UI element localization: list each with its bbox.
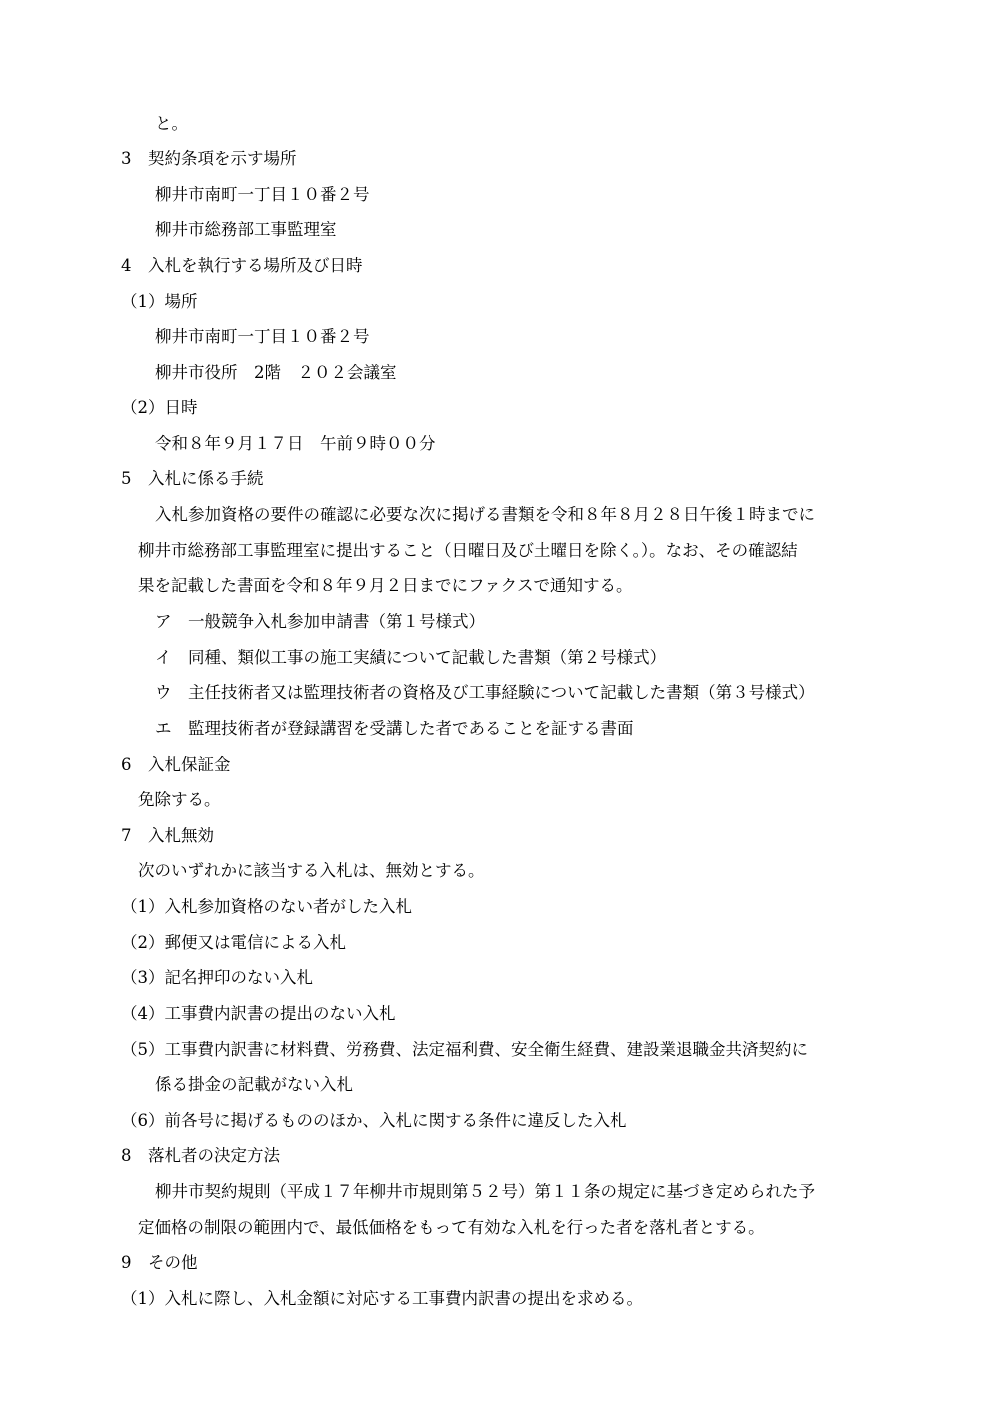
- list-item: （1）入札に際し、入札金額に対応する工事費内訳書の提出を求める。: [121, 1289, 643, 1308]
- text-line: 免除する。: [138, 790, 221, 809]
- list-item: （2）郵便又は電信による入札: [121, 933, 346, 952]
- text-line: と。: [155, 114, 188, 133]
- list-item: ア 一般競争入札参加申請書（第１号様式）: [155, 612, 485, 631]
- list-item-continuation: 係る掛金の記載がない入札: [155, 1075, 353, 1094]
- list-item: エ 監理技術者が登録講習を受講した者であることを証する書面: [155, 719, 634, 738]
- text-line: 令和８年９月１７日 午前９時００分: [155, 434, 436, 453]
- text-line: 柳井市南町一丁目１０番２号: [155, 327, 370, 346]
- list-item: イ 同種、類似工事の施工実績について記載した書類（第２号様式）: [155, 648, 667, 667]
- paragraph-line: 果を記載した書面を令和８年９月２日までにファクスで通知する。: [138, 576, 633, 595]
- section-heading-6: 6 入札保証金: [121, 755, 231, 774]
- subsection-heading: （1）場所: [121, 292, 198, 311]
- paragraph-line: 柳井市総務部工事監理室に提出すること（日曜日及び土曜日を除く。）。なお、その確認結: [138, 541, 798, 560]
- text-line: 次のいずれかに該当する入札は、無効とする。: [138, 861, 485, 880]
- paragraph-line: 定価格の制限の範囲内で、最低価格をもって有効な入札を行った者を落札者とする。: [138, 1218, 765, 1237]
- list-item: （1）入札参加資格のない者がした入札: [121, 897, 412, 916]
- list-item: ウ 主任技術者又は監理技術者の資格及び工事経験について記載した書類（第３号様式）: [155, 683, 815, 702]
- section-heading-4: 4 入札を執行する場所及び日時: [121, 256, 363, 275]
- section-heading-3: 3 契約条項を示す場所: [121, 149, 297, 168]
- section-heading-9: 9 その他: [121, 1253, 198, 1272]
- list-item: （6）前各号に掲げるもののほか、入札に関する条件に違反した入札: [121, 1111, 627, 1130]
- list-item: （4）工事費内訳書の提出のない入札: [121, 1004, 396, 1023]
- paragraph-line: 入札参加資格の要件の確認に必要な次に掲げる書類を令和８年８月２８日午後１時までに: [155, 505, 815, 524]
- paragraph-line: 柳井市契約規則（平成１７年柳井市規則第５２号）第１１条の規定に基づき定められた予: [155, 1182, 815, 1201]
- subsection-heading: （2）日時: [121, 398, 198, 417]
- text-line: 柳井市役所 2階 ２０２会議室: [155, 363, 397, 382]
- list-item: （5）工事費内訳書に材料費、労務費、法定福利費、安全衛生経費、建設業退職金共済契約に: [121, 1040, 808, 1059]
- list-item: （3）記名押印のない入札: [121, 968, 313, 987]
- text-line: 柳井市南町一丁目１０番２号: [155, 185, 370, 204]
- section-heading-8: 8 落札者の決定方法: [121, 1146, 280, 1165]
- text-line: 柳井市総務部工事監理室: [155, 220, 337, 239]
- section-heading-7: 7 入札無効: [121, 826, 214, 845]
- section-heading-5: 5 入札に係る手続: [121, 469, 264, 488]
